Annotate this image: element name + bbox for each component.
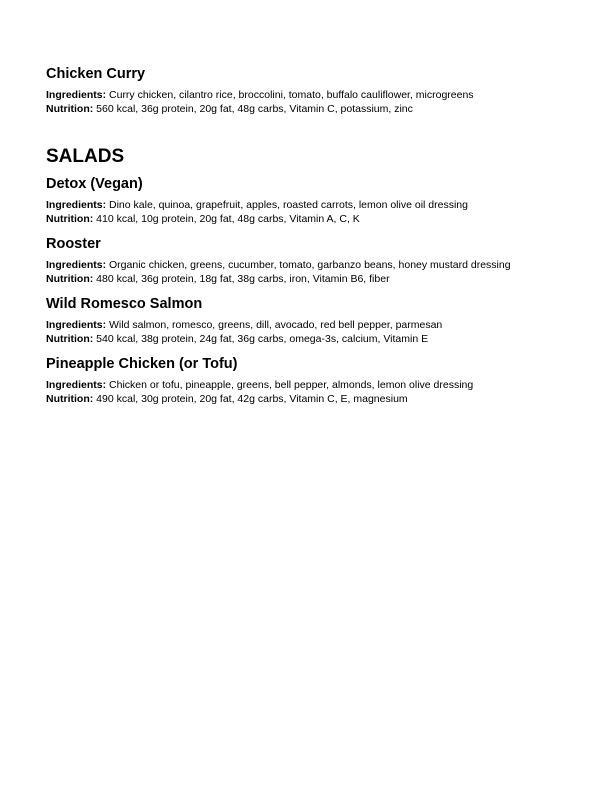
item-title: Chicken Curry: [46, 66, 146, 82]
nutrition-text: 480 kcal, 36g protein, 18g fat, 38g carbs, iron, Vitamin B6, fiber: [96, 273, 390, 285]
item-details: [46, 378, 586, 406]
menu-page: [46, 66, 586, 406]
menu-item-detox-vegan: [46, 176, 586, 226]
ingredients-label: Ingredients:: [46, 319, 107, 331]
ingredients-text: Dino kale, quinoa, grapefruit, apples, roasted carrots, lemon olive oil dressing: [109, 199, 468, 211]
menu-item-chicken-curry: [46, 66, 586, 116]
item-title: Pineapple Chicken (or Tofu): [46, 356, 238, 372]
nutrition-label: Nutrition:: [46, 393, 94, 405]
nutrition-text: 490 kcal, 30g protein, 20g fat, 42g carbs, Vitamin C, E, magnesium: [96, 393, 408, 405]
ingredients-label: Ingredients:: [46, 199, 107, 211]
menu-item-pineapple-chicken: [46, 356, 586, 406]
ingredients-line: [46, 378, 586, 392]
ingredients-label: Ingredients:: [46, 89, 107, 101]
ingredients-line: [46, 198, 586, 212]
nutrition-text: 540 kcal, 38g protein, 24g fat, 36g carbs, omega-3s, calcium, Vitamin E: [96, 333, 429, 345]
ingredients-text: Wild salmon, romesco, greens, dill, avocado, red bell pepper, parmesan: [109, 319, 443, 331]
nutrition-label: Nutrition:: [46, 103, 94, 115]
ingredients-label: Ingredients:: [46, 259, 107, 271]
ingredients-text: Curry chicken, cilantro rice, broccolini, tomato, buffalo cauliflower, microgreens: [109, 89, 474, 101]
nutrition-line: [46, 332, 586, 346]
item-details: [46, 258, 586, 286]
nutrition-label: Nutrition:: [46, 273, 94, 285]
nutrition-line: [46, 392, 586, 406]
item-title: Wild Romesco Salmon: [46, 296, 203, 312]
item-details: [46, 318, 586, 346]
ingredients-line: [46, 318, 586, 332]
ingredients-label: Ingredients:: [46, 379, 107, 391]
nutrition-text: 410 kcal, 10g protein, 20g fat, 48g carbs, Vitamin A, C, K: [96, 213, 360, 225]
menu-item-rooster: [46, 236, 586, 286]
nutrition-line: [46, 212, 586, 226]
menu-item-wild-romesco-salmon: [46, 296, 586, 346]
item-details: [46, 198, 586, 226]
item-title: Rooster: [46, 236, 101, 252]
nutrition-line: [46, 102, 586, 116]
ingredients-line: [46, 258, 586, 272]
nutrition-label: Nutrition:: [46, 333, 94, 345]
item-details: [46, 88, 586, 116]
nutrition-label: Nutrition:: [46, 213, 94, 225]
ingredients-text: Organic chicken, greens, cucumber, tomato, garbanzo beans, honey mustard dressing: [109, 259, 511, 271]
ingredients-line: [46, 88, 586, 102]
nutrition-line: [46, 272, 586, 286]
ingredients-text: Chicken or tofu, pineapple, greens, bell pepper, almonds, lemon olive dressing: [109, 379, 474, 391]
section-heading-salads: SALADS: [46, 146, 125, 167]
nutrition-text: 560 kcal, 36g protein, 20g fat, 48g carbs, Vitamin C, potassium, zinc: [96, 103, 413, 115]
item-title: Detox (Vegan): [46, 176, 143, 192]
